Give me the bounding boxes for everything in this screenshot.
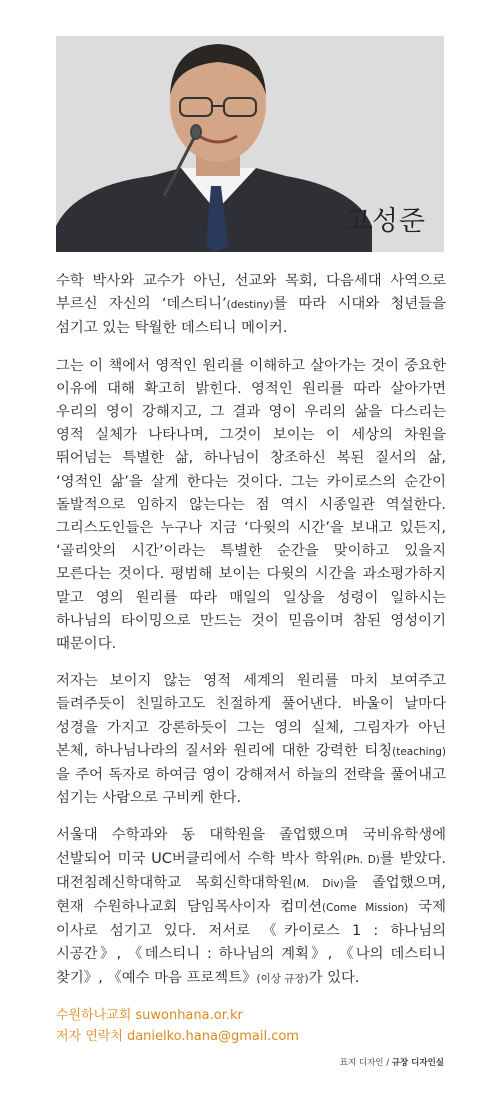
- author-name: 고성준: [344, 206, 426, 237]
- author-photo-box: [56, 36, 444, 252]
- church-contact: [56, 1005, 446, 1026]
- email-link[interactable]: danielko.hana@gmail.com: [126, 1028, 299, 1044]
- bio-paragraph: 서울대 수학과와 동 대학원을 졸업했으며 국비유학생에 선발되어 미국 UC버클리에서 수학 박사 학위(Ph. D)를 받았다. 대전침례신학대학교 목회신학대학원(M. Div)을 졸업했으며, 현재 수원하나교회 담임목사이자 컴미션(Come Mission) 국제 이사로 섬기고 있다. 저서로 《카이로스 1 : 하나님의 시공간》, 《데스티니 : 하나님의 계획》, 《나의 데스티니 찾기》, 《예수 마음 프로젝트》(이상 규장)가 있다.: [56, 827, 447, 986]
- bio-paragraph: 저자는 보이지 않는 영적 세계의 원리를 마치 보여주고 들려주듯이 친밀하고도 친절하게 풀어낸다. 바울이 날마다 성경을 가지고 강론하듯이 그는 영의 실체, 그림자가 아닌 본체, 하나님나라의 질서와 원리에 대한 강력한 티칭(teaching)을 주어 독자로 하여금 영이 강해져서 하늘의 전략을 풀어내고 섬기는 사람으로 구비케 한다.: [56, 673, 446, 807]
- contact-info: [56, 1005, 446, 1047]
- author-bio: [56, 270, 446, 1047]
- credit-designer: 규장 디자인실: [391, 1058, 444, 1068]
- credit-label: 표지 디자인 /: [339, 1058, 390, 1068]
- church-label: 수원하나교회: [56, 1007, 132, 1023]
- cover-design-credit: [340, 1056, 444, 1068]
- bio-paragraph: 그는 이 책에서 영적인 원리를 이해하고 살아가는 것이 중요한 이유에 대해 확고히 밝힌다. 영적인 원리를 따라 살아가면 우리의 영이 강해지고, 그 결과 영이 우리의 삶을 다스리는 영적 실체가 나타나며, 그것이 보이는 이 세상의 차원을 뛰어넘는 특별한 삶, 하나님이 창조하신 복된 질서의 삶, ‘영적인 삶’을 살게 한다는 것이다. 그는 카이로스의 순간이 돌발적으로 임하지 않는다는 점 역시 시종일관 역설한다. 그리스도인들은 누구나 지금 ‘다윗의 시간’을 보내고 있든지, ‘골리앗의 시간’이라는 특별한 순간을 맞이하고 있을지 모른다는 것이다. 평범해 보이는 다윗의 시간을 과소평가하지 말고 영의 원리를 따라 매일의 일상을 성령이 일하시는 하나님의 타이밍으로 만드는 것이 믿음이며 참된 영성이기 때문이다.: [56, 357, 446, 653]
- church-url-link[interactable]: suwonhana.or.kr: [135, 1007, 243, 1023]
- email-label: 저자 연락처: [56, 1028, 123, 1044]
- email-contact: [56, 1026, 446, 1047]
- bio-paragraph: 수학 박사와 교수가 아닌, 선교와 목회, 다음세대 사역으로 부르신 자신의 ‘데스티니’(destiny)를 따라 시대와 청년들을 섬기고 있는 탁월한 데스티니 메이커.: [56, 273, 446, 337]
